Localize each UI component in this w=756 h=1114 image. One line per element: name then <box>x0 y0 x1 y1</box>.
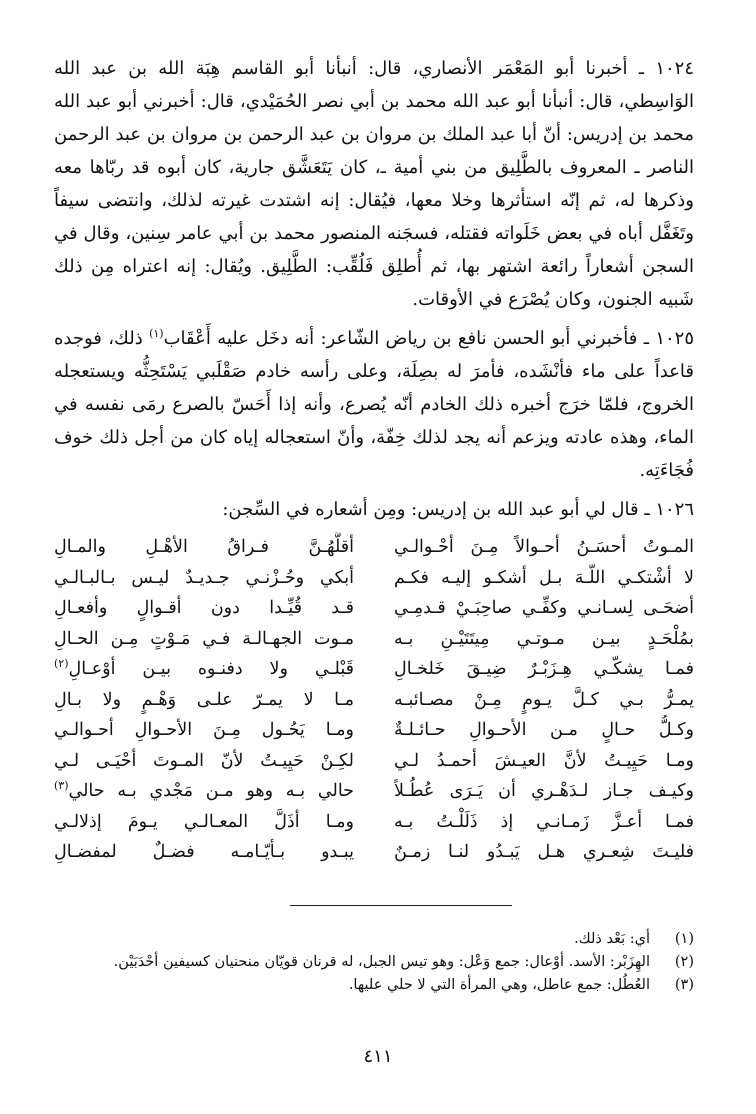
paragraph-number: ١٠٢٤ <box>655 58 694 79</box>
paragraph-number: ١٠٢٦ <box>655 499 694 520</box>
paragraph-text: ذلك، فوجده قاعداً على ماء فأنْشَده، فأمرَ له بصِلَة، وعلى رأسه خادم صَقْلَبي يَسْتَحِثُّه ويستعجله الخروج، فلمّا خرَج أخبره ذلك الخادم أنّه يُصرع، وأنه إذا أَحَسّ بالصرع رمَى نفسه في الماء، وهذه عادته ويزعم أنه يجد لذلك خِفّة، وأنّ استعجاله إياه كان من أجل ذلك خوف فُجَاءَتِه. <box>54 328 694 481</box>
footnotes <box>54 928 694 997</box>
paragraph-1024 <box>54 52 694 316</box>
verse-second-half: قـد قُيِّـدا دون أقـوالٍ وأفعـالِ <box>54 598 354 618</box>
poem-second-hemistichs <box>54 532 354 868</box>
footnote-text: أي: بَعْد ذلك. <box>574 931 650 947</box>
verse-first-half: وكـلُّ حـالٍ مـن الأحـوالِ حـائـلـةٌ <box>394 720 694 740</box>
paragraph-number: ١٠٢٥ <box>655 328 694 349</box>
verse-first-half: ومـا حَيِيـتُ لأنَّ العيـشَ أحمـدُ لـي <box>394 750 694 771</box>
verse-second-half <box>54 776 354 807</box>
paragraph-1025 <box>54 322 694 487</box>
verse-second-half <box>54 654 354 685</box>
verse-text: قَبْلـي ولا دفنـوه بيـن أوْعـالِ <box>68 659 354 679</box>
footnote-reference[interactable]: (٢) <box>54 657 69 671</box>
verse-second-half: أقلُّهُـنَّ فـراقُ الأهْـلِ والمـالِ <box>54 537 354 557</box>
footnote-reference[interactable]: (٣) <box>54 779 69 793</box>
poem-first-hemistichs <box>394 532 694 868</box>
verse-first-half: أضحَـى لِسـانـي وكفِّـي صاحِبَـيْ قـدمِـي <box>394 598 694 618</box>
verse-second-half: مـوت الجهـالـة فـي مَـوْتٍ مِـن الحـالِ <box>54 628 354 649</box>
verse-first-half: بمُلْحَـدٍ بيـن مـوتـي مِيتَتَيْـنِ بـه <box>394 628 694 649</box>
footnote-mark: (١) <box>674 931 694 947</box>
paragraph-text: ـ فأخبرني أبو الحسن نافع بن رياض الشّاعر: أنه دخَل عليه أَعْقَاب <box>163 328 656 349</box>
poem <box>54 532 694 868</box>
footnote-reference[interactable]: (١) <box>149 327 164 340</box>
paragraph-text: ـ أخبرنا أبو المَعْمَر الأنصاري، قال: أنبأنا أبو القاسم هِبَة الله بن عبد الله الوَاسِطي، قال: أنبأنا أبو عبد الله محمد بن أبي نصر الحُمَيْدي، قال: أخبرني أبو عبد الله محمد بن إدريس: أنّ أبا عبد الملك بن مروان بن عبد الرحمن بن مروان بن عبد الرحمن الناصر ـ المعروف بالطَّلِيق من بني أمية ـ، كان يَتَعَشَّق جارية، كان أبوه قد ربّاها معه وذكرها له، ثم إنّه استأثرها وخلا معها، فيُقال: إنه اشتدت غيرته لذلك، وانتضى سيفاً وتَغَفَّل أباه في بعض خَلَواته فقتله، فسجَنه المنصور محمد بن أبي عامر سِنين، وقال في السجن أشعاراً رائعة اشتهر بها، ثم أُطلِق فَلُقِّب: الطَّلِيق. ويُقال: إنه اعتراه مِن ذلك شَبيه الجنون، وكان يُصْرَع في الأوقات. <box>54 58 694 310</box>
paragraph-1026 <box>54 493 694 526</box>
verse-first-half: فليـتَ شِعـري هـل يَبـدُو لنـا زمـنٌ <box>394 842 694 862</box>
footnote-item <box>54 951 694 974</box>
verse-second-half: يبـدو بـأيّـامـه فضـلٌ لمفضـالِ <box>54 842 354 862</box>
verse-second-half: ومـا يَحُـول مِـنَ الأحـوالِ أحـوالـي <box>54 720 354 740</box>
verse-second-half: ومـا أذَلَّ المعـالـي يـومَ إذلالـي <box>54 811 354 832</box>
verse-first-half: فمـا أعـزَّ زَمـانـي إذ ذَلَلْـتُ بـه <box>394 811 694 832</box>
page-body <box>54 52 694 868</box>
page-number: ٤١١ <box>363 1046 393 1067</box>
footnote-item <box>54 928 694 951</box>
verse-first-half: فمـا يشكّـي هِـزَبْـرٌ ضِيـقَ خَلخـالِ <box>394 659 694 679</box>
footnote-text: الهِزَبْر: الأسد. أوْعال: جمع وَعْل: وهو تيس الجبل، له قرنان قويّان منحنيان كسيفين أحْدَبَيْن. <box>113 954 650 970</box>
verse-first-half: يمـرُّ بـي كـلَّ يـومٍ مِـنْ مصـائبـه <box>394 689 694 710</box>
verse-second-half: لكِـنْ حَيِيـتُ لأنّ المـوتَ أحْيَـى لـي <box>54 750 354 771</box>
verse-first-half: المـوتُ أحسَـنُ أحـوالاً مِـنَ أحْـوالـي <box>394 537 694 557</box>
footnote-mark: (٣) <box>674 977 694 993</box>
verse-second-half: مـا لا يمـرّ علـى وَهْـمٍ ولا بـالِ <box>54 689 354 710</box>
paragraph-text: ـ قال لي أبو عبد الله بن إدريس: ومِن أشعاره في السِّجن: <box>222 499 656 520</box>
footnote-item <box>54 974 694 997</box>
footnote-text: العُطُل: جمع عاطل، وهي المرأة التي لا حلي عليها. <box>348 977 650 993</box>
verse-second-half: أبكي وحُـزْنـي جـديـدٌ ليـس بـالبـالـي <box>54 567 354 588</box>
verse-first-half: لا أشْتكـي اللّـهَ بـل أشكـو إليـه فكـم <box>394 567 694 588</box>
footnote-separator <box>290 905 512 906</box>
verse-first-half: وكيـف جـاز لـدَهْـري أن يَـرَى عُطُـلاً <box>394 781 694 801</box>
footnote-mark: (٢) <box>674 954 694 970</box>
verse-text: حالي بـه وهو مـن مَجْدي بـه حالي <box>68 781 354 801</box>
